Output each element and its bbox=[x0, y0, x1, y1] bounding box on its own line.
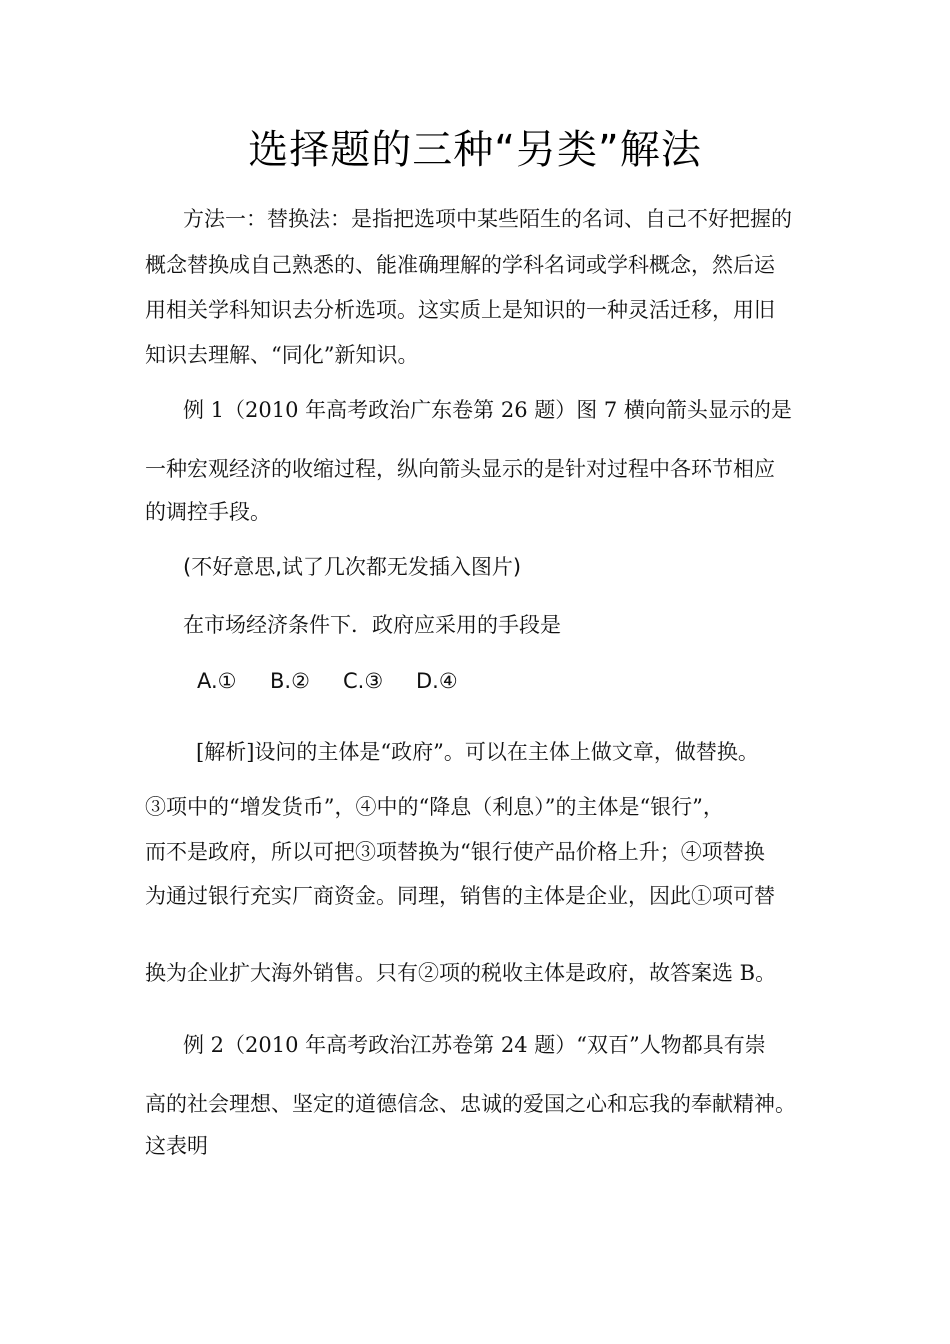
analysis-line: 为通过银行充实厂商资金。同理，销售的主体是企业，因此①项可替 bbox=[145, 884, 775, 908]
option-a: A.① bbox=[197, 669, 237, 693]
paragraph-line: 概念替换成自己熟悉的、能准确理解的学科名词或学科概念，然后运 bbox=[145, 253, 775, 277]
option-b: B.② bbox=[270, 669, 310, 693]
paragraph-line: 这表明 bbox=[145, 1134, 208, 1158]
paragraph-line: 用相关学科知识去分析选项。这实质上是知识的一种灵活迁移，用旧 bbox=[145, 298, 775, 322]
paragraph-line: 的调控手段。 bbox=[145, 500, 271, 524]
option-d: D.④ bbox=[416, 669, 458, 693]
paragraph-line: 一种宏观经济的收缩过程，纵向箭头显示的是针对过程中各环节相应 bbox=[145, 457, 775, 481]
option-c: C.③ bbox=[343, 669, 384, 693]
analysis-line: [解析]设问的主体是“政府”。可以在主体上做文章，做替换。 bbox=[196, 740, 759, 764]
analysis-line: ③项中的“增发货币”，④中的“降息（利息）”的主体是“银行”， bbox=[145, 795, 724, 819]
paragraph-line: 方法一：替换法：是指把选项中某些陌生的名词、自己不好把握的 bbox=[183, 207, 792, 231]
paragraph-line: 例 2（2010 年高考政治江苏卷第 24 题）“双百”人物都具有崇 bbox=[183, 1033, 766, 1057]
paragraph-line: 知识去理解、“同化”新知识。 bbox=[145, 343, 419, 367]
image-missing-note: (不好意思,试了几次都无发插入图片) bbox=[183, 555, 522, 579]
document-title: 选择题的三种“另类”解法 bbox=[248, 127, 702, 173]
paragraph-line: 高的社会理想、坚定的道德信念、忠诚的爱国之心和忘我的奉献精神。 bbox=[145, 1092, 796, 1116]
answer-options bbox=[197, 666, 458, 696]
analysis-line: 换为企业扩大海外销售。只有②项的税收主体是政府，故答案选 B。 bbox=[145, 961, 777, 985]
analysis-line: 而不是政府，所以可把③项替换为“银行使产品价格上升；④项替换 bbox=[145, 840, 765, 864]
paragraph-line: 例 1（2010 年高考政治广东卷第 26 题）图 7 横向箭头显示的是 bbox=[183, 398, 792, 422]
question-stem: 在市场经济条件下．政府应采用的手段是 bbox=[183, 613, 561, 637]
